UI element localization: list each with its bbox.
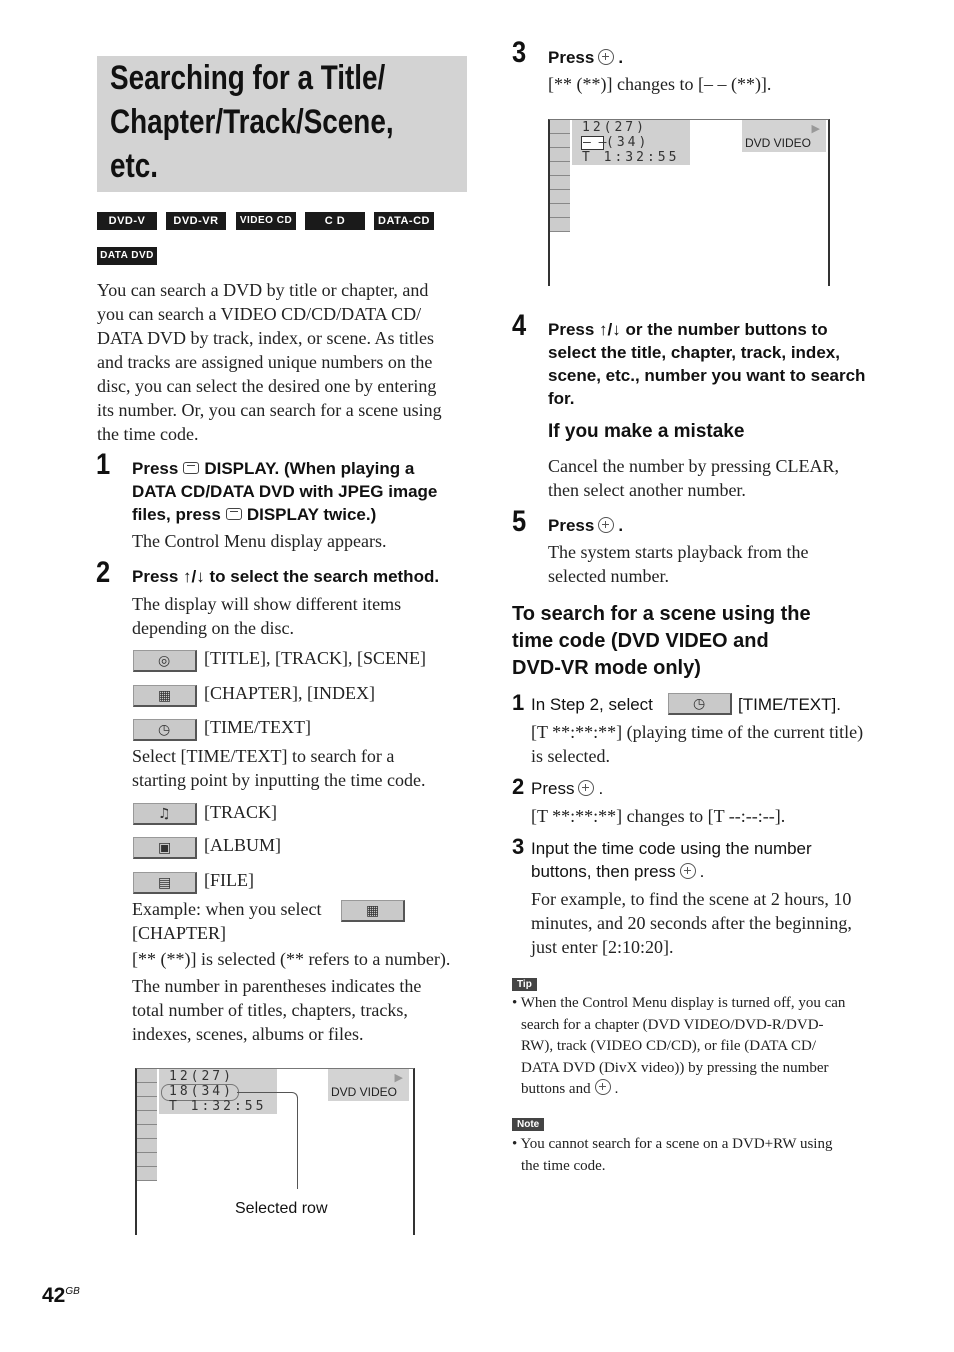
intro-paragraph: You can search a DVD by title or chapter, and you can search a VIDEO CD/CD/DATA CD/ DATA DVD by track, index, or scene. As titles and tracks are assigned unique numbers on the disc, you can select the desired one by entering its number. Or, you can search for a scene using the time code. bbox=[97, 280, 442, 444]
timecode-step-1-heading: In Step 2, select bbox=[531, 695, 653, 714]
step-3-number: 3 bbox=[512, 36, 527, 69]
disc-badge-cd: C D bbox=[305, 212, 365, 230]
play-icon: ▶ bbox=[394, 1072, 403, 1084]
menu-item-label: [ALBUM] bbox=[204, 835, 281, 855]
step-4-heading: Press ↑/↓ or the number buttons to select the title, chapter, track, index, scene, etc., number you want to search for. bbox=[548, 320, 866, 408]
osd-row-chapter: (34) bbox=[606, 135, 650, 150]
enter-icon bbox=[598, 517, 614, 533]
play-icon: ▶ bbox=[811, 123, 820, 135]
timecode-step-3-heading: Input the time code using the number buttons, then press . bbox=[531, 839, 812, 881]
menu-item-label: [TIME/TEXT] bbox=[204, 717, 311, 737]
osd-row-title: 12(27) bbox=[169, 1069, 234, 1084]
timecode-step-1-label: [TIME/TEXT]. bbox=[738, 695, 841, 714]
control-menu-screen bbox=[548, 119, 830, 286]
disc-badge-data-dvd: DATA DVD bbox=[97, 247, 157, 265]
timecode-step-3-body: For example, to find the scene at 2 hours, 10 minutes, and 20 seconds after the beginning, just enter [2:10:20]. bbox=[531, 889, 852, 957]
step-3-heading: Press . bbox=[548, 48, 624, 67]
step-1-body: The Control Menu display appears. bbox=[132, 531, 387, 551]
disc-type-tag: DVD VIDEO ▶ bbox=[328, 1069, 409, 1101]
step-2-heading: Press ↑/↓ to select the search method. bbox=[132, 567, 440, 586]
page-suffix: GB bbox=[65, 1286, 80, 1297]
osd-row-time: T 1:32:55 bbox=[169, 1099, 267, 1114]
tip-label: Tip bbox=[512, 978, 537, 991]
osd-row-chapter: 18(34) bbox=[169, 1084, 234, 1099]
callout-line bbox=[237, 1092, 298, 1189]
parentheses-note: The number in parentheses indicates the total number of titles, chapters, tracks, indexes, scenes, albums or files. bbox=[132, 976, 422, 1044]
disc-badge-dvd-v: DVD-V bbox=[97, 212, 157, 230]
time-icon: ◷ bbox=[133, 719, 197, 741]
timecode-step-2-number: 2 bbox=[512, 774, 525, 799]
timecode-step-1-number: 1 bbox=[512, 690, 525, 715]
example-selected: [** (**)] is selected (** refers to a number). bbox=[132, 949, 451, 969]
time-note: Select [TIME/TEXT] to search for a starting point by inputting the time code. bbox=[132, 746, 426, 790]
track-icon: ♫ bbox=[133, 803, 197, 825]
disc-type-tag: DVD VIDEO ▶ bbox=[742, 120, 826, 152]
menu-icon-column bbox=[137, 1069, 157, 1181]
chapter-icon: ▦ bbox=[133, 685, 197, 707]
enter-icon bbox=[578, 780, 594, 796]
enter-icon bbox=[680, 863, 696, 879]
menu-item-label: [CHAPTER], [INDEX] bbox=[204, 683, 375, 703]
menu-item-label: [TRACK] bbox=[204, 802, 277, 822]
step-2-number: 2 bbox=[96, 556, 111, 589]
enter-icon bbox=[595, 1079, 611, 1095]
note-label: Note bbox=[512, 1118, 544, 1131]
page-number: $42^{GB}$ bbox=[42, 1284, 80, 1307]
album-icon: ▣ bbox=[133, 837, 197, 859]
tip-text: • When the Control Menu display is turned off, you can search for a chapter (DVD VIDEO/DVD-R/DVD- RW), track (VIDEO CD/CD), or file (DATA CD/ DATA DVD (DivX video)) by pressing the number buttons and . bbox=[512, 995, 846, 1097]
timecode-heading: To search for a scene using the time code (DVD VIDEO and DVD-VR mode only) bbox=[512, 603, 811, 679]
disc-badge-video-cd: VIDEO CD bbox=[236, 212, 296, 230]
osd-row-dash: – – bbox=[583, 135, 607, 150]
menu-item-label: [FILE] bbox=[204, 870, 254, 890]
step-3-body: [** (**)] changes to [– – (**)]. bbox=[548, 74, 772, 94]
menu-item-label: [TITLE], [TRACK], [SCENE] bbox=[204, 648, 426, 668]
mistake-body: Cancel the number by pressing CLEAR, then select another number. bbox=[548, 456, 839, 500]
step-5-heading: Press . bbox=[548, 516, 624, 535]
step-1-number: 1 bbox=[96, 448, 111, 481]
file-icon: ▤ bbox=[133, 872, 197, 894]
timecode-step-1-body: [T **:**:**] (playing time of the current title) is selected. bbox=[531, 722, 864, 766]
page-title: Searching for a Title/ Chapter/Track/Scene, etc. bbox=[110, 59, 394, 185]
osd-row-title: 12(27) bbox=[582, 120, 647, 135]
enter-icon bbox=[598, 49, 614, 65]
step-5-number: 5 bbox=[512, 505, 527, 538]
osd-row-time: T 1:32:55 bbox=[582, 150, 680, 165]
step-2-body: The display will show different items depending on the disc. bbox=[132, 594, 402, 638]
timecode-step-2-heading: Press . bbox=[531, 779, 604, 798]
step-4-number: 4 bbox=[512, 309, 527, 342]
callout-label: Selected row bbox=[235, 1200, 328, 1217]
control-menu-screen bbox=[135, 1068, 415, 1235]
example-text: Example: when you select bbox=[132, 899, 322, 919]
step-5-body: The system starts playback from the selected number. bbox=[548, 542, 809, 586]
step-1-heading: Press DISPLAY. (When playing a DATA CD/DATA DVD with JPEG image files, press DISPLAY twice.) bbox=[132, 459, 438, 524]
timecode-step-2-body: [T **:**:**] changes to [T --:--:--]. bbox=[531, 806, 786, 826]
menu-icon-column bbox=[550, 120, 570, 232]
title-icon: ◎ bbox=[133, 650, 197, 672]
time-icon: ◷ bbox=[668, 693, 732, 715]
note-text: • You cannot search for a scene on a DVD+RW using the time code. bbox=[512, 1136, 833, 1174]
disc-badge-dvd-vr: DVD-VR bbox=[166, 212, 226, 230]
example-chapter: [CHAPTER] bbox=[132, 923, 226, 943]
display-icon bbox=[226, 508, 242, 520]
timecode-step-3-number: 3 bbox=[512, 834, 525, 859]
mistake-heading: If you make a mistake bbox=[548, 421, 745, 442]
disc-badge-data-cd: DATA-CD bbox=[374, 212, 434, 230]
chapter-icon: ▦ bbox=[341, 900, 405, 922]
display-icon bbox=[183, 462, 199, 474]
